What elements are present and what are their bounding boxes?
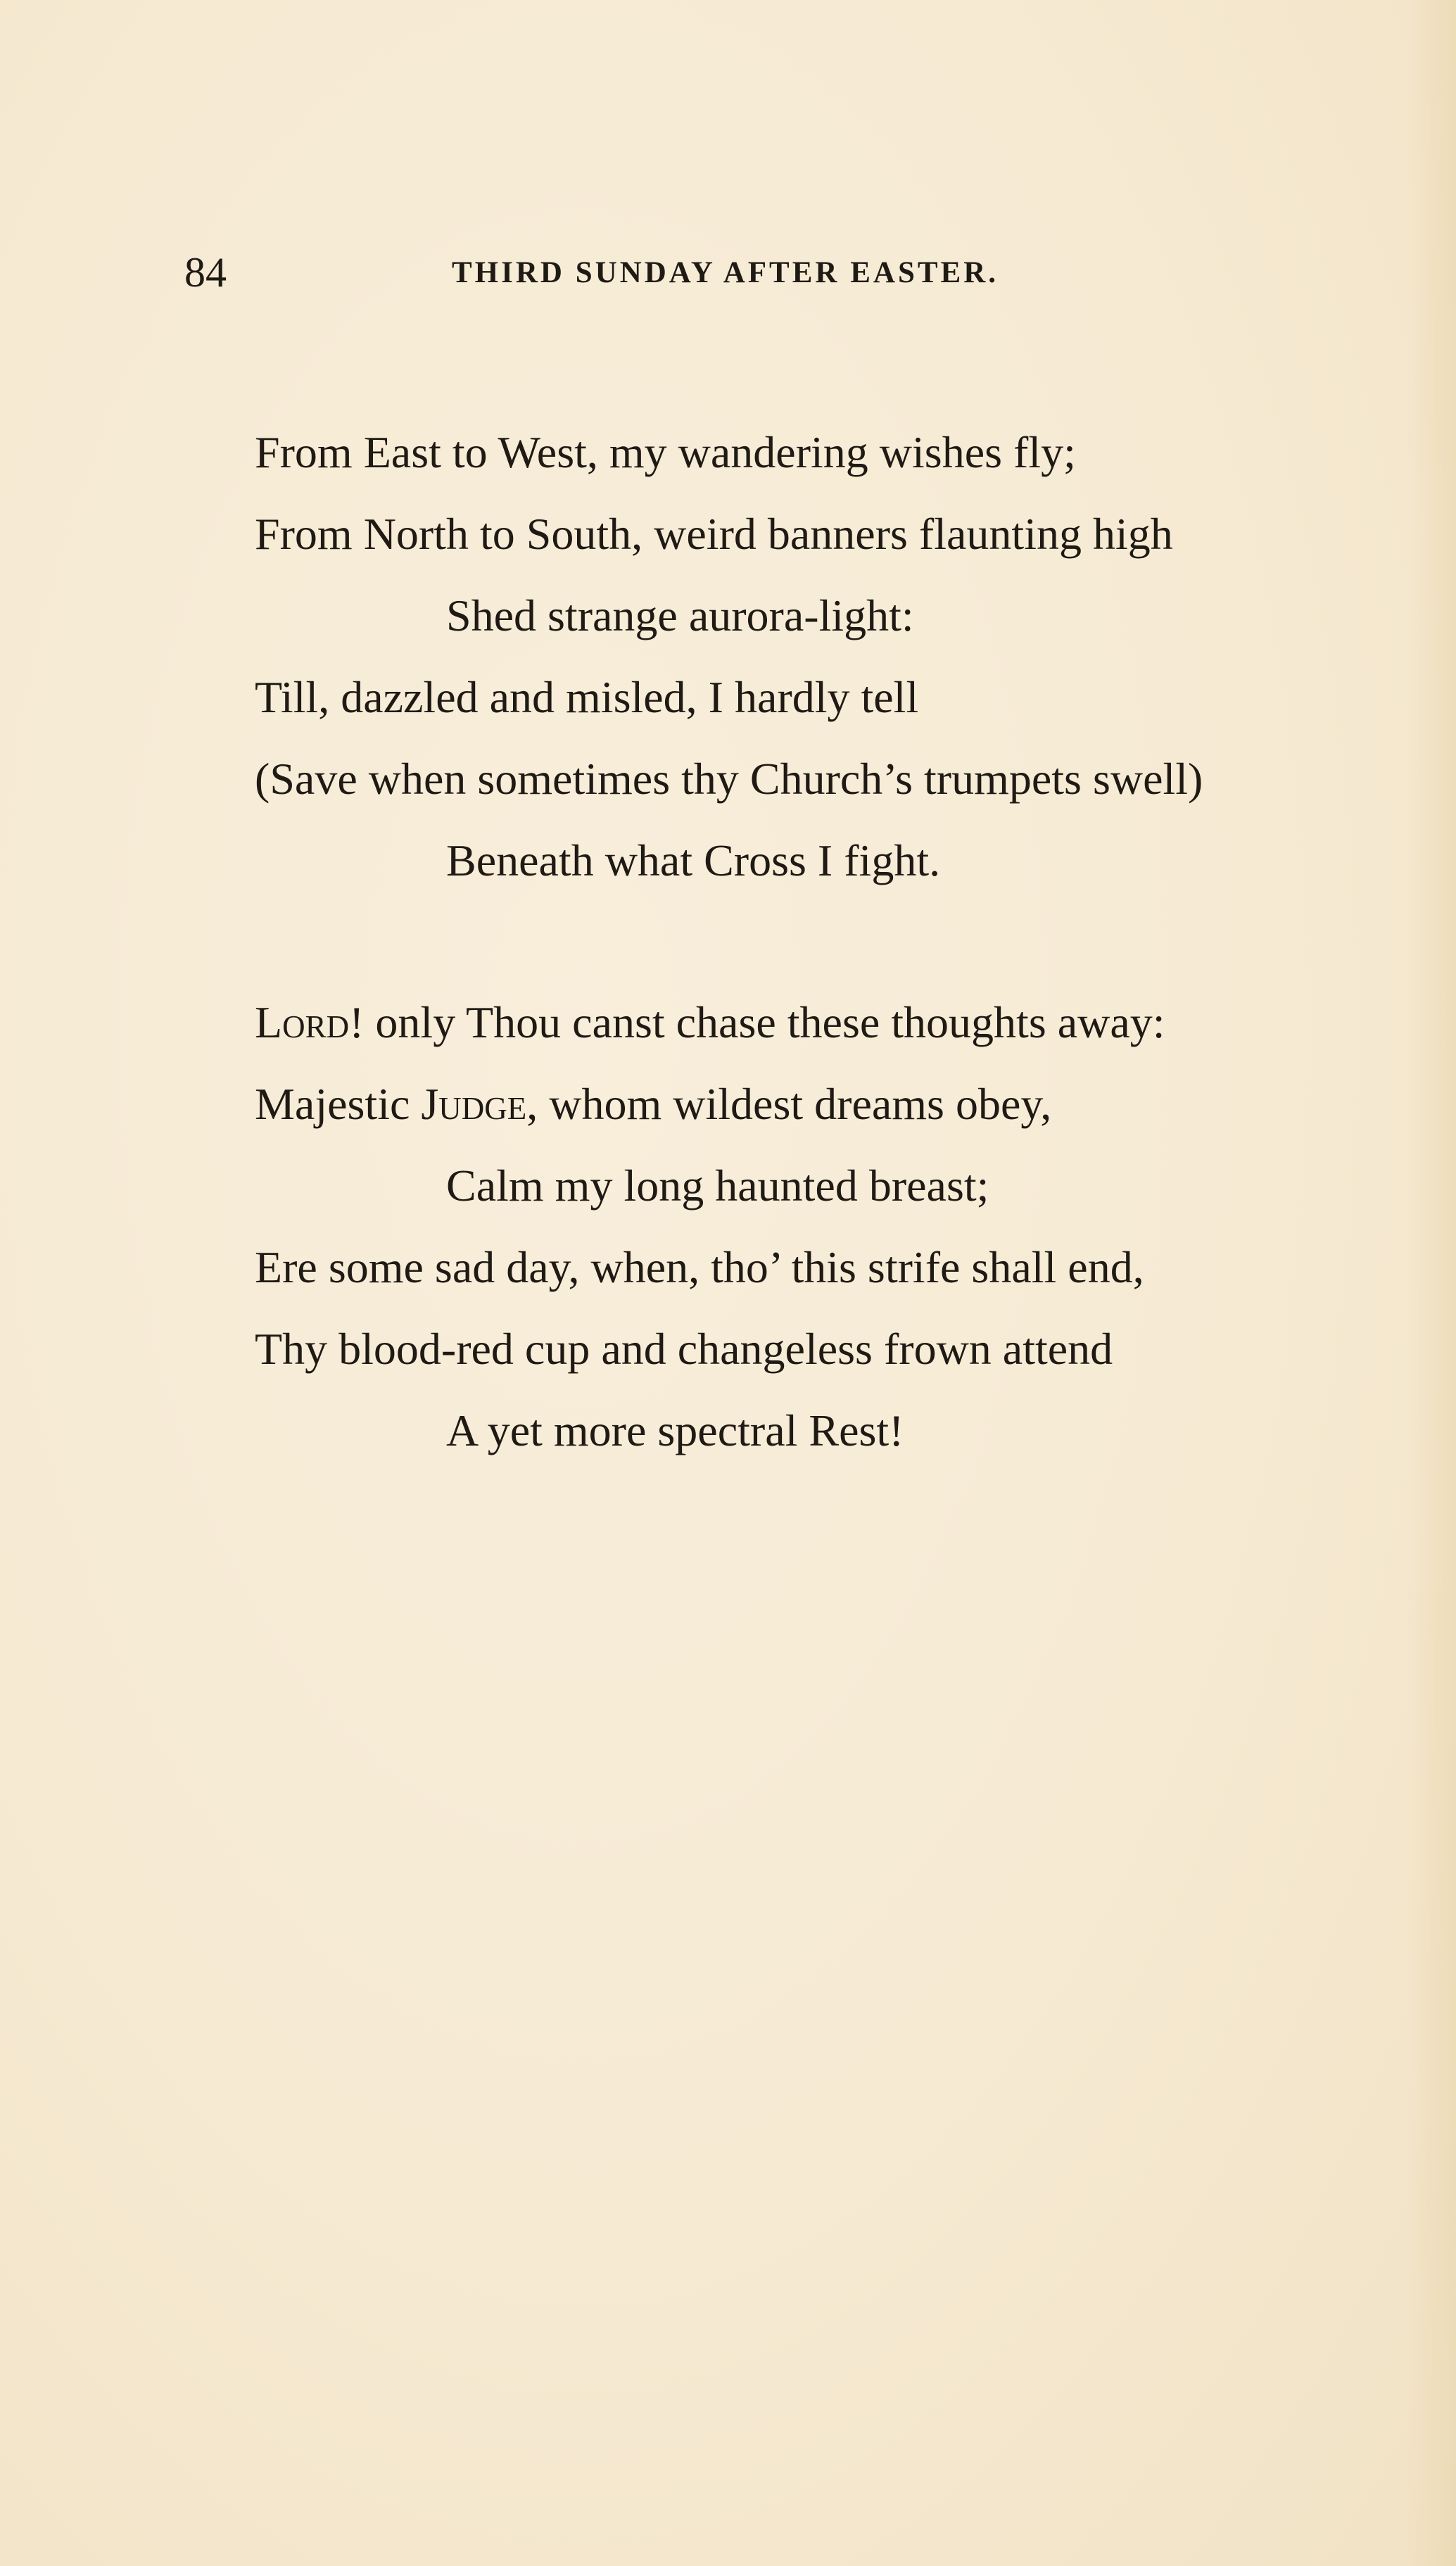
stanza-1 — [255, 412, 1381, 902]
poem-line: From North to South, weird banners flaunting high — [255, 509, 1173, 559]
poem-line — [255, 982, 1381, 1063]
page-edge-shading — [1407, 0, 1456, 2566]
poem-line: Thy blood-red cup and changeless frown attend — [255, 1324, 1113, 1374]
poem-line: Beneath what Cross I fight. — [446, 835, 941, 885]
small-caps-word: Lord — [255, 997, 350, 1047]
stanza-2 — [255, 982, 1381, 1472]
page-header — [184, 248, 1113, 297]
poem-line: From East to West, my wandering wishes fly; — [255, 427, 1076, 477]
line-text: , whom wildest dreams obey, — [526, 1079, 1052, 1129]
poem-line — [255, 1063, 1381, 1145]
poem-line: Ere some sad day, when, tho’ this strife shall end, — [255, 1242, 1144, 1292]
poem-line: (Save when sometimes thy Church’s trumpets swell) — [255, 754, 1203, 804]
small-caps-word: Judge — [421, 1079, 527, 1129]
poem-line: Calm my long haunted breast; — [446, 1161, 989, 1211]
line-text: Majestic — [255, 1079, 422, 1129]
poem-line: Shed strange aurora-light: — [446, 590, 914, 640]
poem-line: A yet more spectral Rest! — [446, 1405, 904, 1455]
poem-line: Till, dazzled and misled, I hardly tell — [255, 672, 919, 722]
page-number: 84 — [184, 249, 227, 296]
line-text: ! only Thou canst chase these thoughts away: — [349, 997, 1165, 1047]
running-title: THIRD SUNDAY AFTER EASTER. — [452, 256, 999, 289]
